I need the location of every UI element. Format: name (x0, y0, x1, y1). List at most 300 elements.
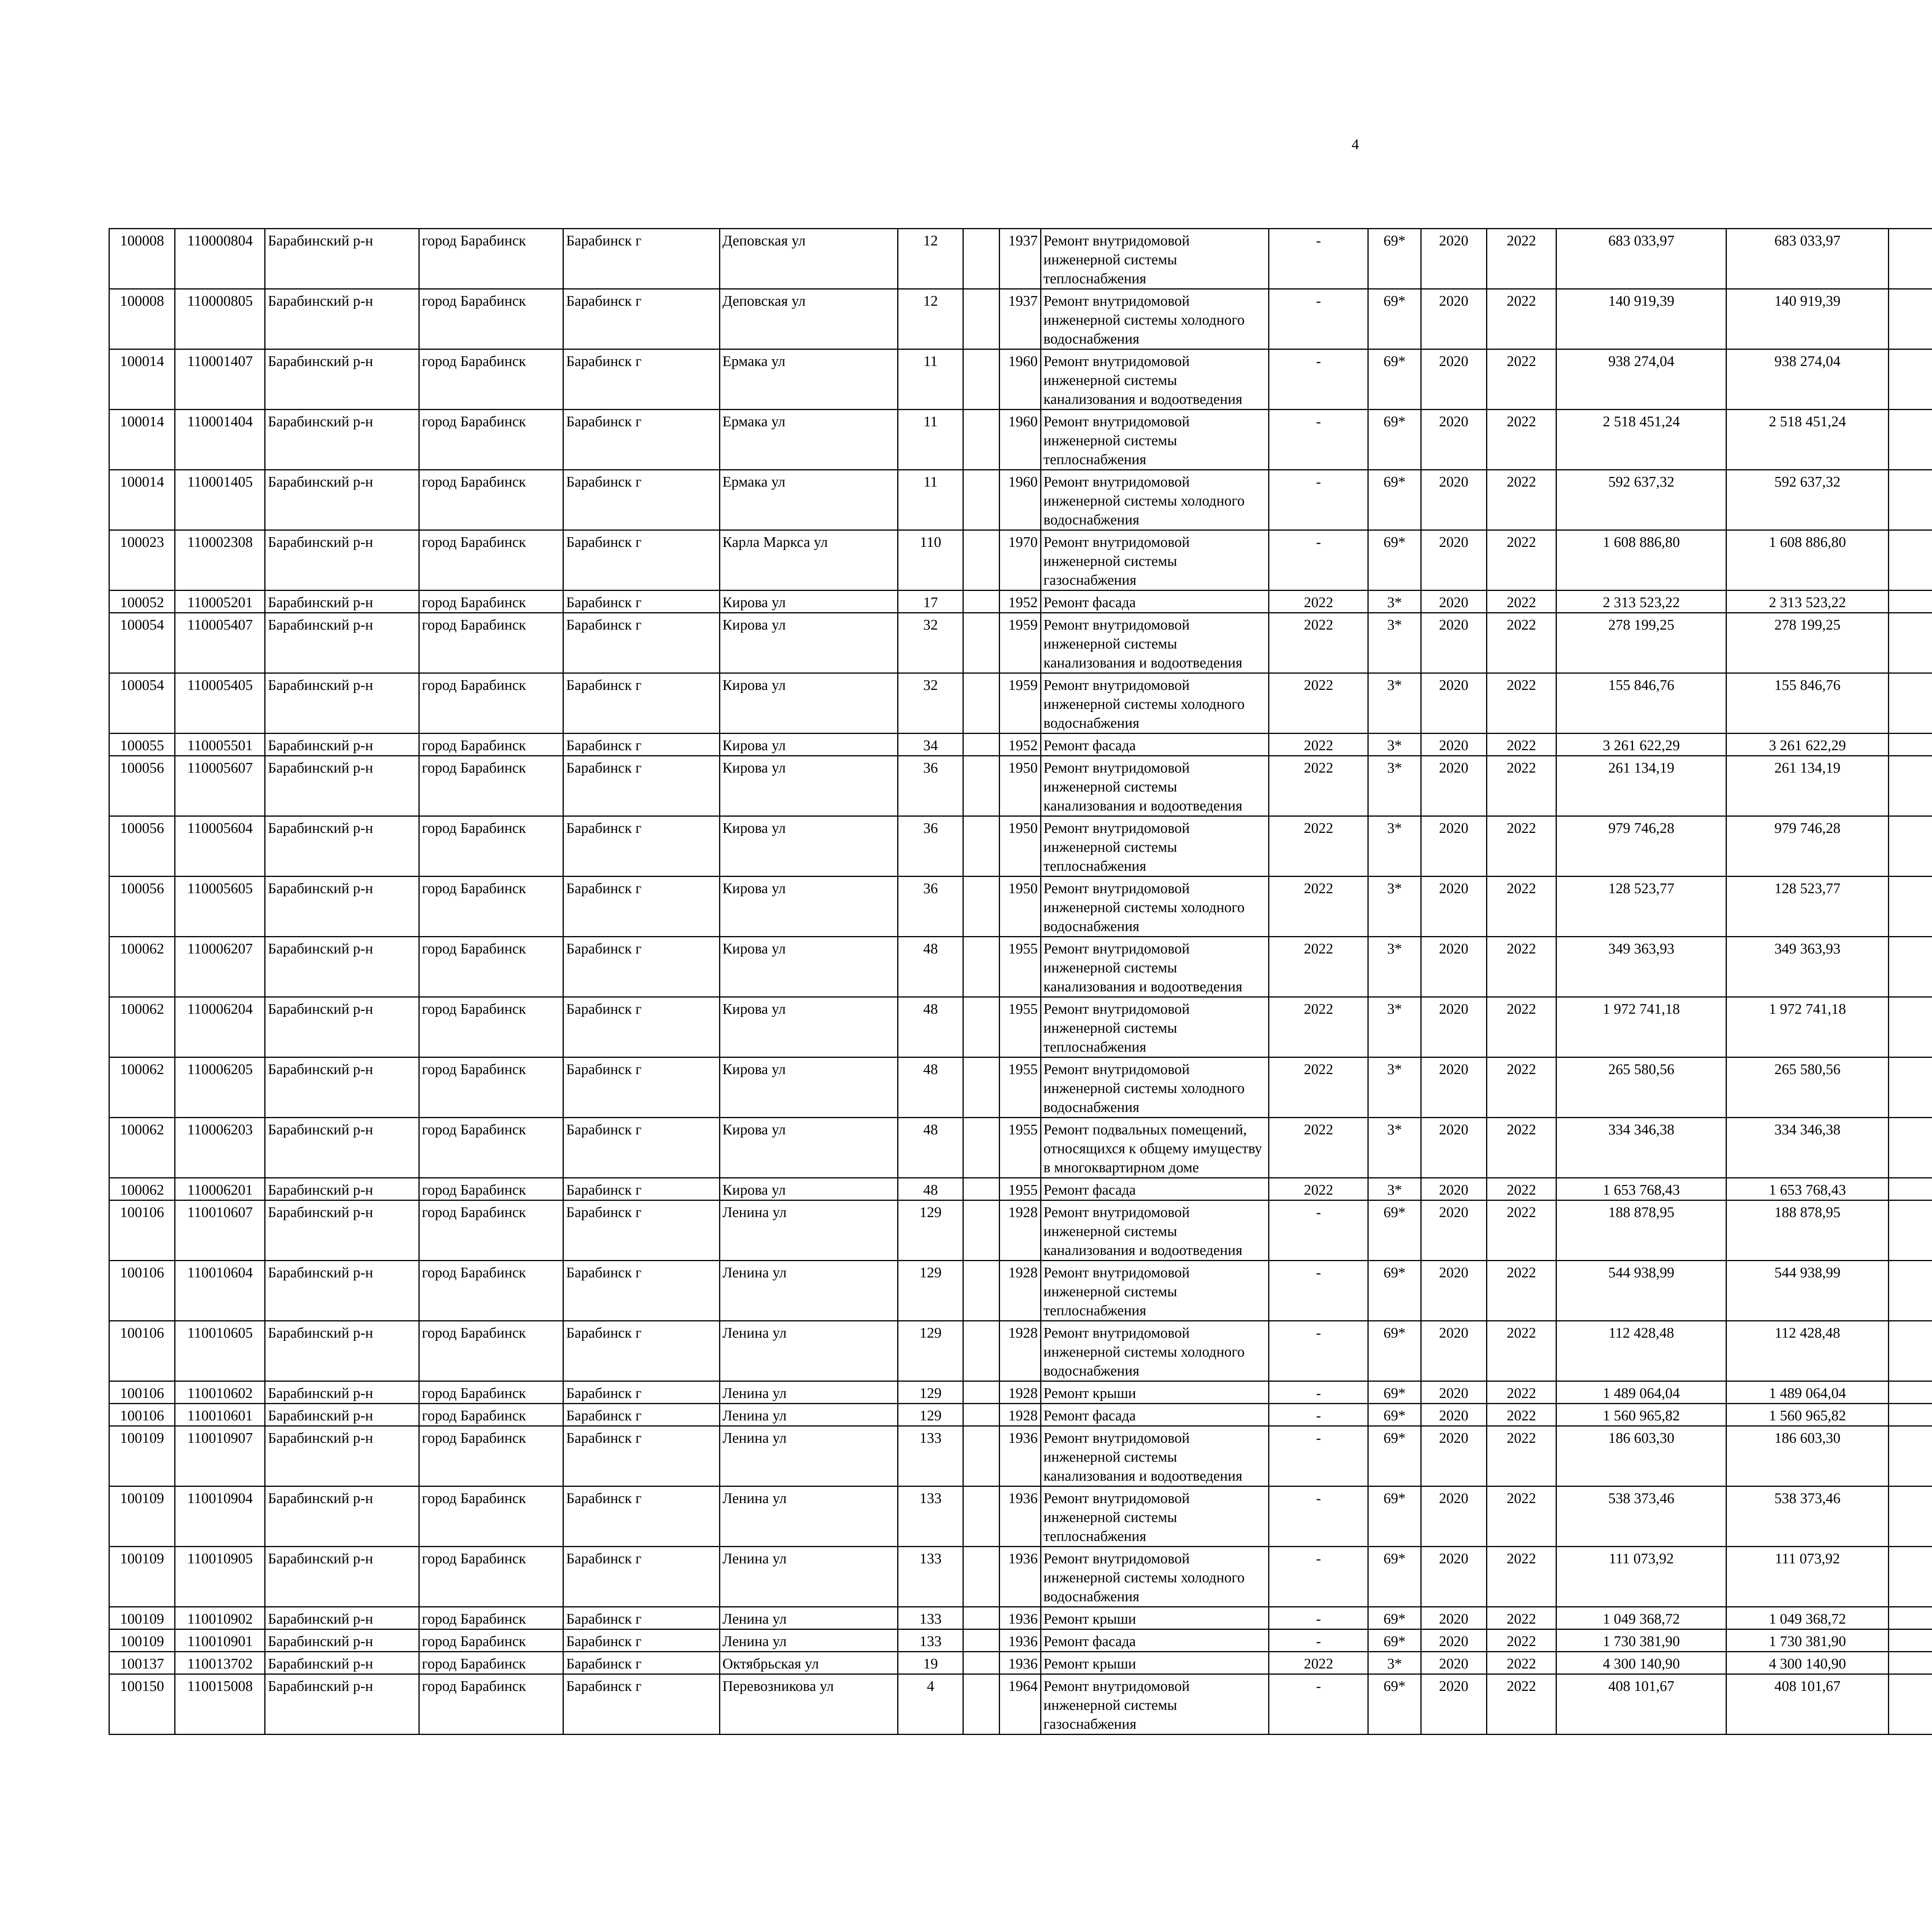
cell-building-number (963, 1261, 1000, 1321)
cell-planned-year: - (1269, 229, 1368, 289)
cell-district: Барабинский р-н (265, 1118, 419, 1178)
cell-work-code: 110002308 (175, 530, 265, 591)
cell-planned-year: - (1269, 530, 1368, 591)
cell-planned-year: - (1269, 1321, 1368, 1381)
cell-building-number (963, 1426, 1000, 1486)
cell-building-number (963, 1486, 1000, 1547)
cell-start-year: 2020 (1421, 1652, 1486, 1674)
cell-street: Перевозникова ул (719, 1674, 898, 1735)
cell-total-cost: 278 199,25 (1726, 613, 1888, 673)
cell-start-year: 2020 (1421, 349, 1486, 410)
cell-street: Ленина ул (719, 1547, 898, 1607)
cell-cost: 683 033,97 (1556, 229, 1726, 289)
table-row (109, 410, 1932, 470)
cell-cost: 261 134,19 (1556, 756, 1726, 816)
cell-record-id: 100106 (109, 1261, 175, 1321)
cell-position: 69* (1368, 1381, 1421, 1404)
cell-amount-1 (1888, 1200, 1932, 1261)
cell-end-year: 2022 (1486, 1547, 1556, 1607)
cell-work-code: 110010905 (175, 1547, 265, 1607)
cell-record-id: 100106 (109, 1200, 175, 1261)
cell-locality: Барабинск г (563, 613, 719, 673)
cell-end-year: 2022 (1486, 1321, 1556, 1381)
table-row (109, 1486, 1932, 1547)
cell-end-year: 2022 (1486, 816, 1556, 877)
cell-amount-1 (1888, 1404, 1932, 1426)
cell-planned-year: - (1269, 349, 1368, 410)
table-row (109, 1426, 1932, 1486)
cell-work-code: 110015008 (175, 1674, 265, 1735)
cell-street: Кирова ул (719, 734, 898, 756)
cell-year-built: 1955 (1000, 1118, 1041, 1178)
cell-street: Деповская ул (719, 289, 898, 349)
cell-record-id: 100150 (109, 1674, 175, 1735)
cell-locality: Барабинск г (563, 1486, 719, 1547)
cell-cost: 278 199,25 (1556, 613, 1726, 673)
cell-amount-1 (1888, 816, 1932, 877)
cell-building-number (963, 289, 1000, 349)
cell-municipality: город Барабинск (419, 877, 563, 937)
cell-record-id: 100062 (109, 937, 175, 997)
cell-end-year: 2022 (1486, 591, 1556, 613)
cell-amount-1 (1888, 1178, 1932, 1200)
cell-work-type: Ремонт внутридомовой инженерной системы теплоснабжения (1041, 1261, 1269, 1321)
cell-cost: 938 274,04 (1556, 349, 1726, 410)
cell-total-cost: 1 560 965,82 (1726, 1404, 1888, 1426)
cell-record-id: 100056 (109, 877, 175, 937)
cell-planned-year: 2022 (1269, 997, 1368, 1057)
cell-end-year: 2022 (1486, 1486, 1556, 1547)
cell-building-number (963, 349, 1000, 410)
cell-amount-1 (1888, 1381, 1932, 1404)
cell-work-type: Ремонт внутридомовой инженерной системы холодного водоснабжения (1041, 289, 1269, 349)
cell-end-year: 2022 (1486, 997, 1556, 1057)
cell-building-number (963, 613, 1000, 673)
cell-building-number (963, 1178, 1000, 1200)
cell-start-year: 2020 (1421, 1547, 1486, 1607)
cell-position: 3* (1368, 1652, 1421, 1674)
cell-house-number: 34 (898, 734, 963, 756)
cell-end-year: 2022 (1486, 877, 1556, 937)
cell-locality: Барабинск г (563, 229, 719, 289)
cell-work-code: 110010907 (175, 1426, 265, 1486)
cell-planned-year: 2022 (1269, 1118, 1368, 1178)
cell-end-year: 2022 (1486, 1261, 1556, 1321)
cell-house-number: 129 (898, 1261, 963, 1321)
cell-building-number (963, 470, 1000, 530)
cell-house-number: 48 (898, 1178, 963, 1200)
cell-street: Кирова ул (719, 756, 898, 816)
cell-total-cost: 2 518 451,24 (1726, 410, 1888, 470)
cell-total-cost: 938 274,04 (1726, 349, 1888, 410)
cell-municipality: город Барабинск (419, 613, 563, 673)
cell-work-code: 110013702 (175, 1652, 265, 1674)
cell-total-cost: 4 300 140,90 (1726, 1652, 1888, 1674)
cell-total-cost: 1 653 768,43 (1726, 1178, 1888, 1200)
cell-house-number: 32 (898, 673, 963, 734)
cell-amount-1 (1888, 1321, 1932, 1381)
cell-amount-1 (1888, 877, 1932, 937)
cell-locality: Барабинск г (563, 673, 719, 734)
cell-locality: Барабинск г (563, 816, 719, 877)
cell-street: Ленина ул (719, 1381, 898, 1404)
cell-district: Барабинский р-н (265, 734, 419, 756)
cell-work-code: 110010601 (175, 1404, 265, 1426)
cell-building-number (963, 1629, 1000, 1652)
cell-year-built: 1936 (1000, 1652, 1041, 1674)
cell-amount-1 (1888, 756, 1932, 816)
cell-total-cost: 112 428,48 (1726, 1321, 1888, 1381)
cell-work-type: Ремонт фасада (1041, 1629, 1269, 1652)
cell-work-code: 110005501 (175, 734, 265, 756)
table-row (109, 1674, 1932, 1735)
cell-planned-year: - (1269, 1404, 1368, 1426)
cell-district: Барабинский р-н (265, 937, 419, 997)
table-row (109, 1057, 1932, 1118)
table-row (109, 1404, 1932, 1426)
cell-municipality: город Барабинск (419, 1200, 563, 1261)
cell-district: Барабинский р-н (265, 613, 419, 673)
cell-locality: Барабинск г (563, 997, 719, 1057)
cell-record-id: 100055 (109, 734, 175, 756)
cell-house-number: 129 (898, 1381, 963, 1404)
cell-work-type: Ремонт внутридомовой инженерной системы холодного водоснабжения (1041, 673, 1269, 734)
cell-street: Ленина ул (719, 1321, 898, 1381)
cell-locality: Барабинск г (563, 410, 719, 470)
cell-district: Барабинский р-н (265, 591, 419, 613)
cell-building-number (963, 530, 1000, 591)
cell-amount-1 (1888, 229, 1932, 289)
cell-district: Барабинский р-н (265, 877, 419, 937)
cell-amount-1 (1888, 1486, 1932, 1547)
cell-locality: Барабинск г (563, 530, 719, 591)
cell-start-year: 2020 (1421, 1629, 1486, 1652)
cell-start-year: 2020 (1421, 877, 1486, 937)
cell-house-number: 133 (898, 1629, 963, 1652)
cell-amount-1 (1888, 410, 1932, 470)
cell-municipality: город Барабинск (419, 1261, 563, 1321)
cell-work-type: Ремонт внутридомовой инженерной системы газоснабжения (1041, 530, 1269, 591)
cell-cost: 538 373,46 (1556, 1486, 1726, 1547)
table-row (109, 591, 1932, 613)
cell-work-type: Ремонт внутридомовой инженерной системы холодного водоснабжения (1041, 470, 1269, 530)
cell-municipality: город Барабинск (419, 470, 563, 530)
cell-district: Барабинский р-н (265, 1404, 419, 1426)
cell-building-number (963, 410, 1000, 470)
cell-work-type: Ремонт крыши (1041, 1381, 1269, 1404)
cell-building-number (963, 1652, 1000, 1674)
cell-planned-year: 2022 (1269, 877, 1368, 937)
cell-house-number: 11 (898, 410, 963, 470)
cell-work-code: 110005201 (175, 591, 265, 613)
cell-cost: 1 972 741,18 (1556, 997, 1726, 1057)
cell-work-type: Ремонт внутридомовой инженерной системы канализования и водоотведения (1041, 349, 1269, 410)
cell-work-code: 110010607 (175, 1200, 265, 1261)
cell-work-code: 110010901 (175, 1629, 265, 1652)
cell-total-cost: 979 746,28 (1726, 816, 1888, 877)
cell-start-year: 2020 (1421, 1426, 1486, 1486)
cell-work-code: 110010605 (175, 1321, 265, 1381)
cell-record-id: 100023 (109, 530, 175, 591)
cell-end-year: 2022 (1486, 1404, 1556, 1426)
cell-district: Барабинский р-н (265, 1426, 419, 1486)
cell-record-id: 100056 (109, 756, 175, 816)
table-row (109, 1381, 1932, 1404)
cell-position: 69* (1368, 1486, 1421, 1547)
cell-start-year: 2020 (1421, 591, 1486, 613)
cell-end-year: 2022 (1486, 1652, 1556, 1674)
cell-total-cost: 111 073,92 (1726, 1547, 1888, 1607)
cell-work-type: Ремонт внутридомовой инженерной системы теплоснабжения (1041, 410, 1269, 470)
table-row (109, 1321, 1932, 1381)
cell-position: 3* (1368, 937, 1421, 997)
cell-amount-1 (1888, 1426, 1932, 1486)
cell-work-type: Ремонт крыши (1041, 1652, 1269, 1674)
cell-locality: Барабинск г (563, 1057, 719, 1118)
cell-amount-1 (1888, 530, 1932, 591)
cell-building-number (963, 1057, 1000, 1118)
cell-district: Барабинский р-н (265, 816, 419, 877)
cell-total-cost: 128 523,77 (1726, 877, 1888, 937)
cell-amount-1 (1888, 1674, 1932, 1735)
cell-planned-year: - (1269, 289, 1368, 349)
cell-amount-1 (1888, 613, 1932, 673)
table-row (109, 349, 1932, 410)
cell-district: Барабинский р-н (265, 1200, 419, 1261)
cell-work-type: Ремонт подвальных помещений, относящихся к общему имуществу в многоквартирном доме (1041, 1118, 1269, 1178)
cell-total-cost: 2 313 523,22 (1726, 591, 1888, 613)
cell-municipality: город Барабинск (419, 997, 563, 1057)
cell-locality: Барабинск г (563, 734, 719, 756)
cell-building-number (963, 1547, 1000, 1607)
cell-year-built: 1937 (1000, 289, 1041, 349)
cell-record-id: 100109 (109, 1426, 175, 1486)
cell-end-year: 2022 (1486, 673, 1556, 734)
cell-amount-1 (1888, 289, 1932, 349)
cell-district: Барабинский р-н (265, 1674, 419, 1735)
cell-cost: 112 428,48 (1556, 1321, 1726, 1381)
cell-district: Барабинский р-н (265, 530, 419, 591)
cell-start-year: 2020 (1421, 1486, 1486, 1547)
cell-building-number (963, 734, 1000, 756)
cell-record-id: 100056 (109, 816, 175, 877)
cell-amount-1 (1888, 1261, 1932, 1321)
cell-start-year: 2020 (1421, 997, 1486, 1057)
cell-street: Кирова ул (719, 877, 898, 937)
cell-building-number (963, 591, 1000, 613)
cell-work-code: 110001407 (175, 349, 265, 410)
cell-year-built: 1959 (1000, 613, 1041, 673)
cell-municipality: город Барабинск (419, 410, 563, 470)
cell-start-year: 2020 (1421, 673, 1486, 734)
table-row (109, 997, 1932, 1057)
cell-district: Барабинский р-н (265, 1607, 419, 1629)
cell-record-id: 100062 (109, 997, 175, 1057)
table-row (109, 1261, 1932, 1321)
cell-work-type: Ремонт фасада (1041, 734, 1269, 756)
cell-total-cost: 155 846,76 (1726, 673, 1888, 734)
cell-end-year: 2022 (1486, 756, 1556, 816)
cell-building-number (963, 1118, 1000, 1178)
cell-start-year: 2020 (1421, 289, 1486, 349)
cell-planned-year: 2022 (1269, 673, 1368, 734)
cell-position: 69* (1368, 1261, 1421, 1321)
cell-amount-1 (1888, 997, 1932, 1057)
cell-house-number: 32 (898, 613, 963, 673)
cell-year-built: 1936 (1000, 1607, 1041, 1629)
cell-work-code: 110005407 (175, 613, 265, 673)
cell-building-number (963, 673, 1000, 734)
cell-record-id: 100106 (109, 1404, 175, 1426)
cell-end-year: 2022 (1486, 1426, 1556, 1486)
cell-year-built: 1928 (1000, 1381, 1041, 1404)
cell-end-year: 2022 (1486, 470, 1556, 530)
cell-year-built: 1970 (1000, 530, 1041, 591)
cell-work-type: Ремонт крыши (1041, 1607, 1269, 1629)
cell-year-built: 1955 (1000, 1178, 1041, 1200)
cell-position: 69* (1368, 470, 1421, 530)
cell-planned-year: - (1269, 1486, 1368, 1547)
cell-planned-year: - (1269, 1674, 1368, 1735)
cell-start-year: 2020 (1421, 470, 1486, 530)
cell-start-year: 2020 (1421, 816, 1486, 877)
cell-cost: 1 489 064,04 (1556, 1381, 1726, 1404)
cell-cost: 349 363,93 (1556, 937, 1726, 997)
cell-locality: Барабинск г (563, 877, 719, 937)
cell-start-year: 2020 (1421, 1381, 1486, 1404)
cell-year-built: 1950 (1000, 877, 1041, 937)
cell-amount-1 (1888, 673, 1932, 734)
cell-record-id: 100008 (109, 229, 175, 289)
cell-total-cost: 1 608 886,80 (1726, 530, 1888, 591)
cell-work-code: 110006201 (175, 1178, 265, 1200)
cell-district: Барабинский р-н (265, 756, 419, 816)
table-row (109, 756, 1932, 816)
cell-street: Ермака ул (719, 470, 898, 530)
cell-amount-1 (1888, 937, 1932, 997)
cell-end-year: 2022 (1486, 734, 1556, 756)
table-row (109, 816, 1932, 877)
cell-work-type: Ремонт внутридомовой инженерной системы холодного водоснабжения (1041, 1547, 1269, 1607)
cell-planned-year: 2022 (1269, 613, 1368, 673)
cell-record-id: 100106 (109, 1321, 175, 1381)
cell-work-type: Ремонт внутридомовой инженерной системы теплоснабжения (1041, 1486, 1269, 1547)
cell-start-year: 2020 (1421, 530, 1486, 591)
cell-position: 69* (1368, 289, 1421, 349)
cell-district: Барабинский р-н (265, 1652, 419, 1674)
cell-record-id: 100052 (109, 591, 175, 613)
cell-house-number: 12 (898, 229, 963, 289)
cell-district: Барабинский р-н (265, 1629, 419, 1652)
cell-position: 69* (1368, 1629, 1421, 1652)
cell-start-year: 2020 (1421, 410, 1486, 470)
cell-end-year: 2022 (1486, 1178, 1556, 1200)
cell-end-year: 2022 (1486, 1629, 1556, 1652)
cell-locality: Барабинск г (563, 1607, 719, 1629)
cell-start-year: 2020 (1421, 1404, 1486, 1426)
table-row (109, 613, 1932, 673)
cell-district: Барабинский р-н (265, 1381, 419, 1404)
cell-year-built: 1928 (1000, 1321, 1041, 1381)
cell-municipality: город Барабинск (419, 289, 563, 349)
cell-record-id: 100008 (109, 289, 175, 349)
cell-building-number (963, 1200, 1000, 1261)
cell-district: Барабинский р-н (265, 1057, 419, 1118)
cell-building-number (963, 877, 1000, 937)
cell-cost: 1 730 381,90 (1556, 1629, 1726, 1652)
cell-year-built: 1936 (1000, 1547, 1041, 1607)
cell-planned-year: 2022 (1269, 1652, 1368, 1674)
table-row (109, 877, 1932, 937)
cell-house-number: 133 (898, 1486, 963, 1547)
cell-municipality: город Барабинск (419, 673, 563, 734)
table-row (109, 734, 1932, 756)
cell-locality: Барабинск г (563, 1261, 719, 1321)
cell-end-year: 2022 (1486, 410, 1556, 470)
cell-building-number (963, 1674, 1000, 1735)
cell-house-number: 133 (898, 1547, 963, 1607)
table-body (109, 229, 1932, 1735)
cell-work-code: 110010904 (175, 1486, 265, 1547)
cell-total-cost: 334 346,38 (1726, 1118, 1888, 1178)
cell-planned-year: 2022 (1269, 756, 1368, 816)
cell-work-type: Ремонт внутридомовой инженерной системы холодного водоснабжения (1041, 1321, 1269, 1381)
cell-work-type: Ремонт фасада (1041, 1178, 1269, 1200)
cell-start-year: 2020 (1421, 1321, 1486, 1381)
cell-record-id: 100137 (109, 1652, 175, 1674)
cell-total-cost: 265 580,56 (1726, 1057, 1888, 1118)
cell-cost: 2 313 523,22 (1556, 591, 1726, 613)
page-number: 4 (1352, 136, 1359, 153)
cell-municipality: город Барабинск (419, 1321, 563, 1381)
cell-year-built: 1928 (1000, 1200, 1041, 1261)
cell-house-number: 48 (898, 1057, 963, 1118)
cell-total-cost: 349 363,93 (1726, 937, 1888, 997)
cell-record-id: 100014 (109, 349, 175, 410)
cell-year-built: 1936 (1000, 1486, 1041, 1547)
cell-house-number: 36 (898, 877, 963, 937)
cell-street: Кирова ул (719, 1057, 898, 1118)
cell-cost: 1 608 886,80 (1556, 530, 1726, 591)
cell-building-number (963, 1381, 1000, 1404)
cell-locality: Барабинск г (563, 1200, 719, 1261)
cell-end-year: 2022 (1486, 613, 1556, 673)
cell-building-number (963, 1607, 1000, 1629)
cell-locality: Барабинск г (563, 470, 719, 530)
cell-amount-1 (1888, 1607, 1932, 1629)
cell-work-code: 110006203 (175, 1118, 265, 1178)
cell-cost: 408 101,67 (1556, 1674, 1726, 1735)
cell-municipality: город Барабинск (419, 1652, 563, 1674)
cell-municipality: город Барабинск (419, 734, 563, 756)
cell-building-number (963, 1321, 1000, 1381)
table-row (109, 937, 1932, 997)
cell-district: Барабинский р-н (265, 1178, 419, 1200)
cell-total-cost: 140 919,39 (1726, 289, 1888, 349)
cell-work-code: 110010604 (175, 1261, 265, 1321)
cell-total-cost: 186 603,30 (1726, 1426, 1888, 1486)
cell-cost: 155 846,76 (1556, 673, 1726, 734)
cell-cost: 544 938,99 (1556, 1261, 1726, 1321)
cell-municipality: город Барабинск (419, 937, 563, 997)
repair-program-table (109, 228, 1932, 1735)
cell-end-year: 2022 (1486, 229, 1556, 289)
cell-work-type: Ремонт внутридомовой инженерной системы канализования и водоотведения (1041, 1200, 1269, 1261)
cell-planned-year: - (1269, 1547, 1368, 1607)
table-row (109, 1629, 1932, 1652)
cell-cost: 188 878,95 (1556, 1200, 1726, 1261)
cell-position: 69* (1368, 530, 1421, 591)
